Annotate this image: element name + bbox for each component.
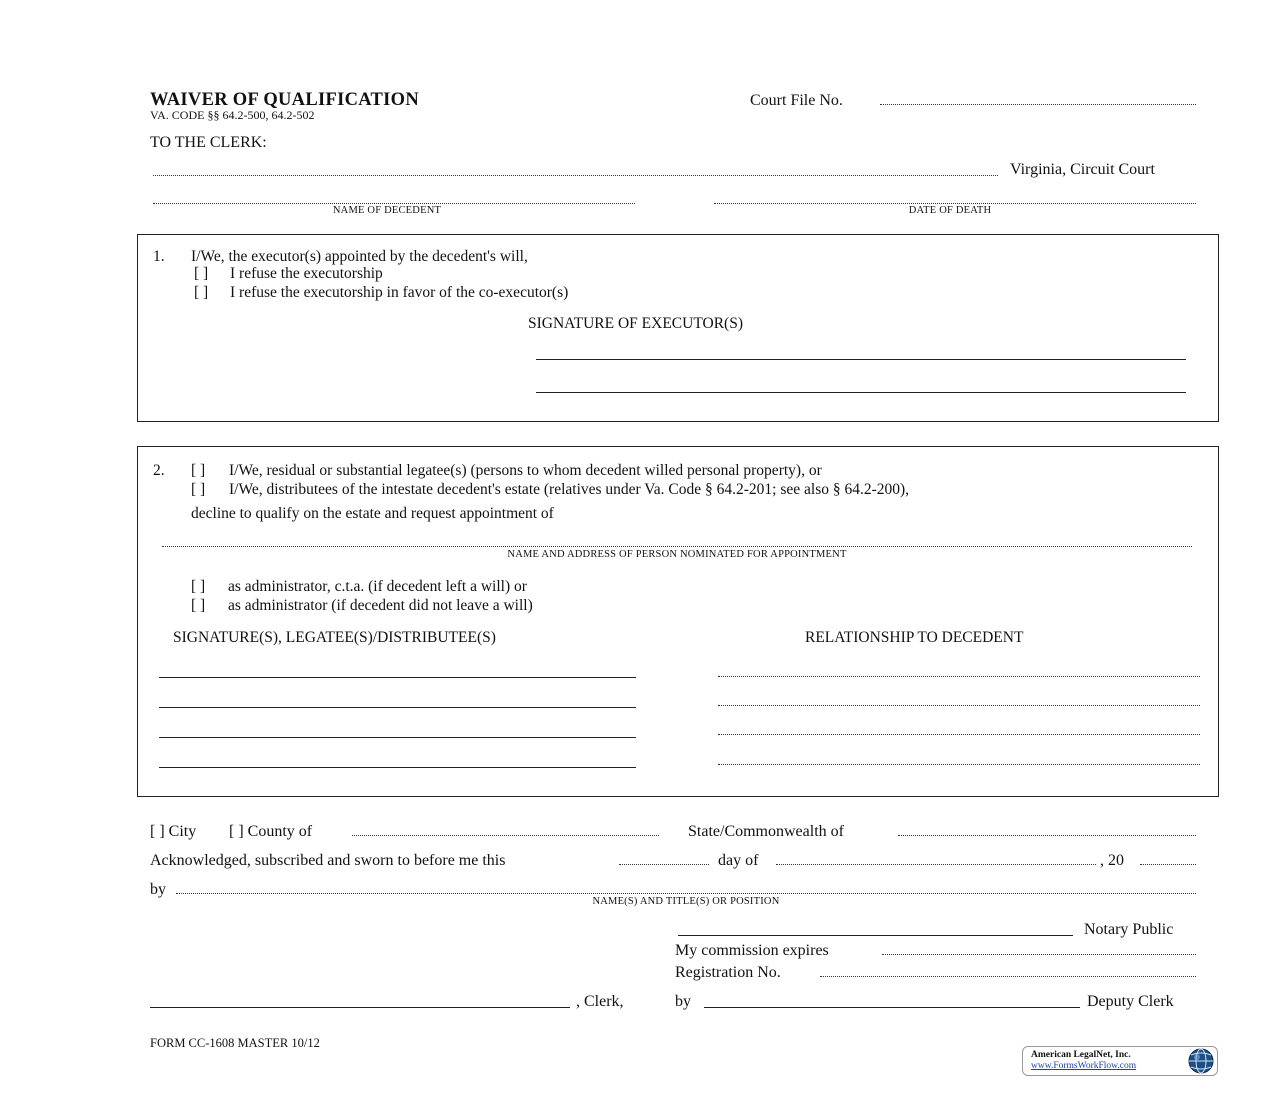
legatee-signature-line-3[interactable]: [159, 737, 636, 738]
logo-url[interactable]: www.FormsWorkFlow.com: [1031, 1061, 1137, 1071]
decedent-name-caption: NAME OF DECEDENT: [332, 205, 442, 216]
distributee-checkbox[interactable]: [ ]: [191, 481, 206, 498]
deputy-by-label: by: [675, 993, 691, 1010]
legatee-checkbox[interactable]: [ ]: [191, 462, 206, 479]
commission-field[interactable]: [882, 954, 1196, 955]
logo-badge: [1022, 1046, 1218, 1076]
relationship-heading: RELATIONSHIP TO DECEDENT: [805, 629, 1024, 646]
legatee-signature-line-2[interactable]: [159, 707, 636, 708]
county-checkbox[interactable]: [ ] County of: [229, 823, 313, 840]
deputy-clerk-signature-line[interactable]: [704, 1007, 1080, 1008]
section-2-number: 2.: [153, 462, 165, 479]
relationship-line-3[interactable]: [718, 734, 1200, 735]
section-2-box: [137, 446, 1219, 797]
executor-signature-line-1[interactable]: [536, 359, 1186, 360]
court-file-label: Court File No.: [750, 92, 843, 109]
legatee-signature-line-1[interactable]: [159, 677, 636, 678]
relationship-line-4[interactable]: [718, 764, 1200, 765]
date-of-death-caption: DATE OF DEATH: [908, 205, 992, 216]
names-field[interactable]: [176, 893, 1196, 894]
distributee-option-label: I/We, distributees of the intestate decedent's estate (relatives under Va. Code § 64.2-201; see also § 64.2-200),: [229, 481, 910, 498]
section-1-box: [137, 234, 1219, 422]
day-field[interactable]: [619, 864, 709, 865]
court-file-field[interactable]: [880, 104, 1196, 105]
decedent-name-field[interactable]: [153, 203, 635, 204]
admin-label: as administrator (if decedent did not leave a will): [228, 597, 533, 614]
relationship-line-2[interactable]: [718, 705, 1200, 706]
notary-public-label: Notary Public: [1084, 921, 1174, 938]
admin-cta-label: as administrator, c.t.a. (if decedent left a will) or: [228, 578, 527, 595]
commission-label: My commission expires: [675, 942, 829, 959]
year-field[interactable]: [1140, 864, 1196, 865]
deputy-clerk-label: Deputy Clerk: [1087, 993, 1174, 1010]
executor-signature-line-2[interactable]: [536, 392, 1186, 393]
decline-text: decline to qualify on the estate and request appointment of: [191, 505, 554, 522]
admin-cta-checkbox[interactable]: [ ]: [191, 578, 206, 595]
notary-signature-line[interactable]: [678, 935, 1073, 936]
form-title: WAIVER OF QUALIFICATION: [150, 90, 420, 110]
executor-signature-heading: SIGNATURE OF EXECUTOR(S): [528, 315, 744, 332]
refuse-favor-checkbox[interactable]: [ ]: [194, 284, 209, 301]
signatures-heading: SIGNATURE(S), LEGATEE(S)/DISTRIBUTEE(S): [173, 629, 496, 646]
code-reference: VA. CODE §§ 64.2-500, 64.2-502: [150, 108, 315, 122]
sworn-text: Acknowledged, subscribed and sworn to before me this: [150, 852, 506, 869]
circuit-court-label: Virginia, Circuit Court: [1010, 161, 1155, 178]
to-clerk-label: TO THE CLERK:: [150, 134, 267, 151]
registration-field[interactable]: [820, 976, 1196, 977]
admin-checkbox[interactable]: [ ]: [191, 597, 206, 614]
section-1-number: 1.: [153, 248, 165, 265]
relationship-line-1[interactable]: [718, 676, 1200, 677]
date-of-death-field[interactable]: [714, 203, 1196, 204]
by-label: by: [150, 881, 166, 898]
legatee-signature-line-4[interactable]: [159, 767, 636, 768]
nominee-field[interactable]: [162, 546, 1192, 547]
section-1-intro: I/We, the executor(s) appointed by the decedent's will,: [191, 248, 528, 265]
logo-name: American LegalNet, Inc.: [1031, 1050, 1131, 1060]
clerk-signature-line[interactable]: [150, 1007, 570, 1008]
names-caption: NAME(S) AND TITLE(S) OR POSITION: [592, 896, 780, 907]
county-field[interactable]: [352, 835, 659, 836]
circuit-court-field[interactable]: [153, 175, 998, 176]
legatee-option-label: I/We, residual or substantial legatee(s) (persons to whom decedent willed personal property), or: [229, 462, 822, 479]
day-of-label: day of: [718, 852, 759, 869]
nominee-caption: NAME AND ADDRESS OF PERSON NOMINATED FOR APPOINTMENT: [507, 549, 847, 560]
year-prefix: , 20: [1100, 852, 1124, 869]
refuse-favor-option-label: I refuse the executorship in favor of the co-executor(s): [230, 284, 569, 301]
refuse-checkbox[interactable]: [ ]: [194, 265, 209, 282]
globe-icon: [1187, 1047, 1215, 1075]
month-field[interactable]: [776, 864, 1096, 865]
state-field[interactable]: [898, 835, 1196, 836]
refuse-option-label: I refuse the executorship: [230, 265, 383, 282]
city-checkbox[interactable]: [ ] City: [150, 823, 197, 840]
state-label: State/Commonwealth of: [688, 823, 844, 840]
registration-label: Registration No.: [675, 964, 781, 981]
clerk-suffix: , Clerk,: [576, 993, 624, 1010]
form-id: FORM CC-1608 MASTER 10/12: [150, 1036, 320, 1050]
